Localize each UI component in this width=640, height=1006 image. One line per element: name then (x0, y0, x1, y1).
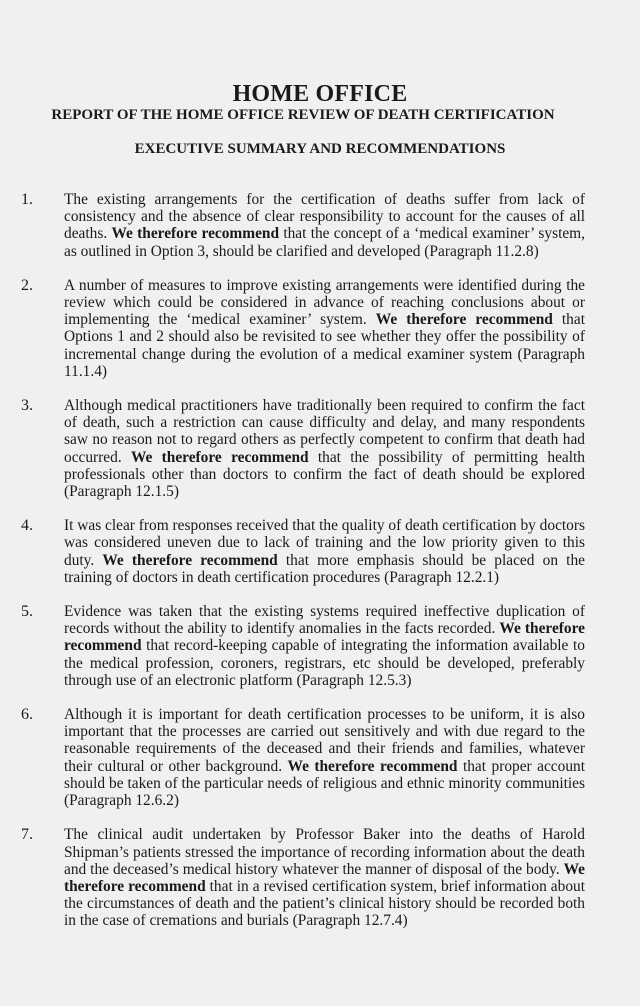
recommendation-item (0, 706, 640, 809)
item-text-rest: that in a revised certification system, brief information about the circumstances of death and the patient’s clinical history should be recorded both in the case of cremations and burials (Paragraph 12.7.4) (64, 877, 585, 930)
item-text-lead: Evidence was taken that the existing systems required ineffective duplication of records without the ability to identify anomalies in the facts recorded. (64, 603, 585, 638)
section-title: EXECUTIVE SUMMARY AND RECOMMENDATIONS (134, 141, 506, 157)
item-text (64, 397, 585, 500)
item-text-lead: A number of measures to improve existing arrangements were identified during the review which could be considered in advance of reaching conclusions about or implementing the ‘medical examiner’ system. (64, 276, 585, 329)
item-text (64, 277, 585, 380)
recommendations-list (0, 191, 640, 947)
item-number: 5. (21, 603, 33, 621)
item-text-lead: It was clear from responses received that the quality of death certification by doctors was considered uneven due to lack of training and the low priority given to this duty. (64, 517, 585, 569)
item-text-emphasis: We therefore recommend (287, 757, 458, 775)
item-number: 4. (21, 517, 33, 535)
item-text-emphasis: We therefore recommend (64, 620, 585, 655)
item-text-rest: that the concept of a ‘medical examiner’ system, as outlined in Option 3, should be clarified and developed (Paragraph 11.2.8) (64, 225, 585, 260)
item-text (64, 517, 585, 586)
org-title: HOME OFFICE (232, 81, 408, 107)
item-text (64, 706, 585, 809)
item-text (64, 826, 585, 929)
item-text-rest: that proper account should be taken of the particular needs of religious and ethnic minority communities (Paragraph 12.6.2) (64, 757, 585, 810)
recommendation-item (0, 826, 640, 929)
recommendation-item (0, 517, 640, 586)
item-text-emphasis: We therefore recommend (64, 860, 585, 895)
item-text-lead: The existing arrangements for the certification of deaths suffer from lack of consistency and the absence of clear responsibility to account for the causes of all deaths. (64, 191, 585, 243)
item-text-rest: that more emphasis should be placed on the training of doctors in death certification procedures (Paragraph 12.2.1) (64, 551, 585, 586)
item-text (64, 191, 585, 260)
item-number: 3. (21, 397, 33, 415)
report-title: REPORT OF THE HOME OFFICE REVIEW OF DEATH CERTIFICATION (51, 107, 555, 123)
item-text-rest: that the possibility of permitting health professionals other than doctors to confirm the fact of death should be explored (Paragraph 12.1.5) (64, 448, 585, 501)
item-text-rest: that Options 1 and 2 should also be revisited to see whether they offer the possibility of incremental change during the evolution of a medical examiner system (Paragraph 11.1.4) (64, 311, 585, 380)
recommendation-item (0, 277, 640, 380)
item-text-rest: that record-keeping capable of integrating the information available to the medical profession, coroners, registrars, etc should be developed, preferably through use of an electronic platform (Paragraph 12.5.3) (64, 637, 585, 689)
item-number: 7. (21, 826, 33, 844)
item-number: 6. (21, 706, 33, 724)
item-text-emphasis: We therefore recommend (375, 311, 553, 329)
item-number: 2. (21, 276, 33, 294)
recommendation-item (0, 191, 640, 260)
item-text-emphasis: We therefore recommend (102, 551, 278, 569)
recommendation-item (0, 603, 640, 689)
item-text-emphasis: We therefore recommend (111, 225, 280, 243)
recommendation-item (0, 397, 640, 500)
item-text (64, 603, 585, 689)
item-text-lead: Although medical practitioners have traditionally been required to confirm the fact of death, such a restriction can cause difficulty and delay, and many respondents saw no reason not to regard others as perfectly competent to confirm that death had occurred. (64, 397, 585, 466)
item-text-emphasis: We therefore recommend (130, 448, 309, 466)
item-number: 1. (21, 191, 33, 208)
item-text-lead: Although it is important for death certification processes to be uniform, it is also important that the processes are carried out sensitively and with due regard to the reasonable requirements of the deceased and their friends and families, whatever their cultural or other background. (64, 706, 585, 775)
item-text-lead: The clinical audit undertaken by Professor Baker into the deaths of Harold Shipman’s patients stressed the importance of recording information about the death and the deceased’s medical history whatever the manner of disposal of the body. (64, 826, 585, 878)
